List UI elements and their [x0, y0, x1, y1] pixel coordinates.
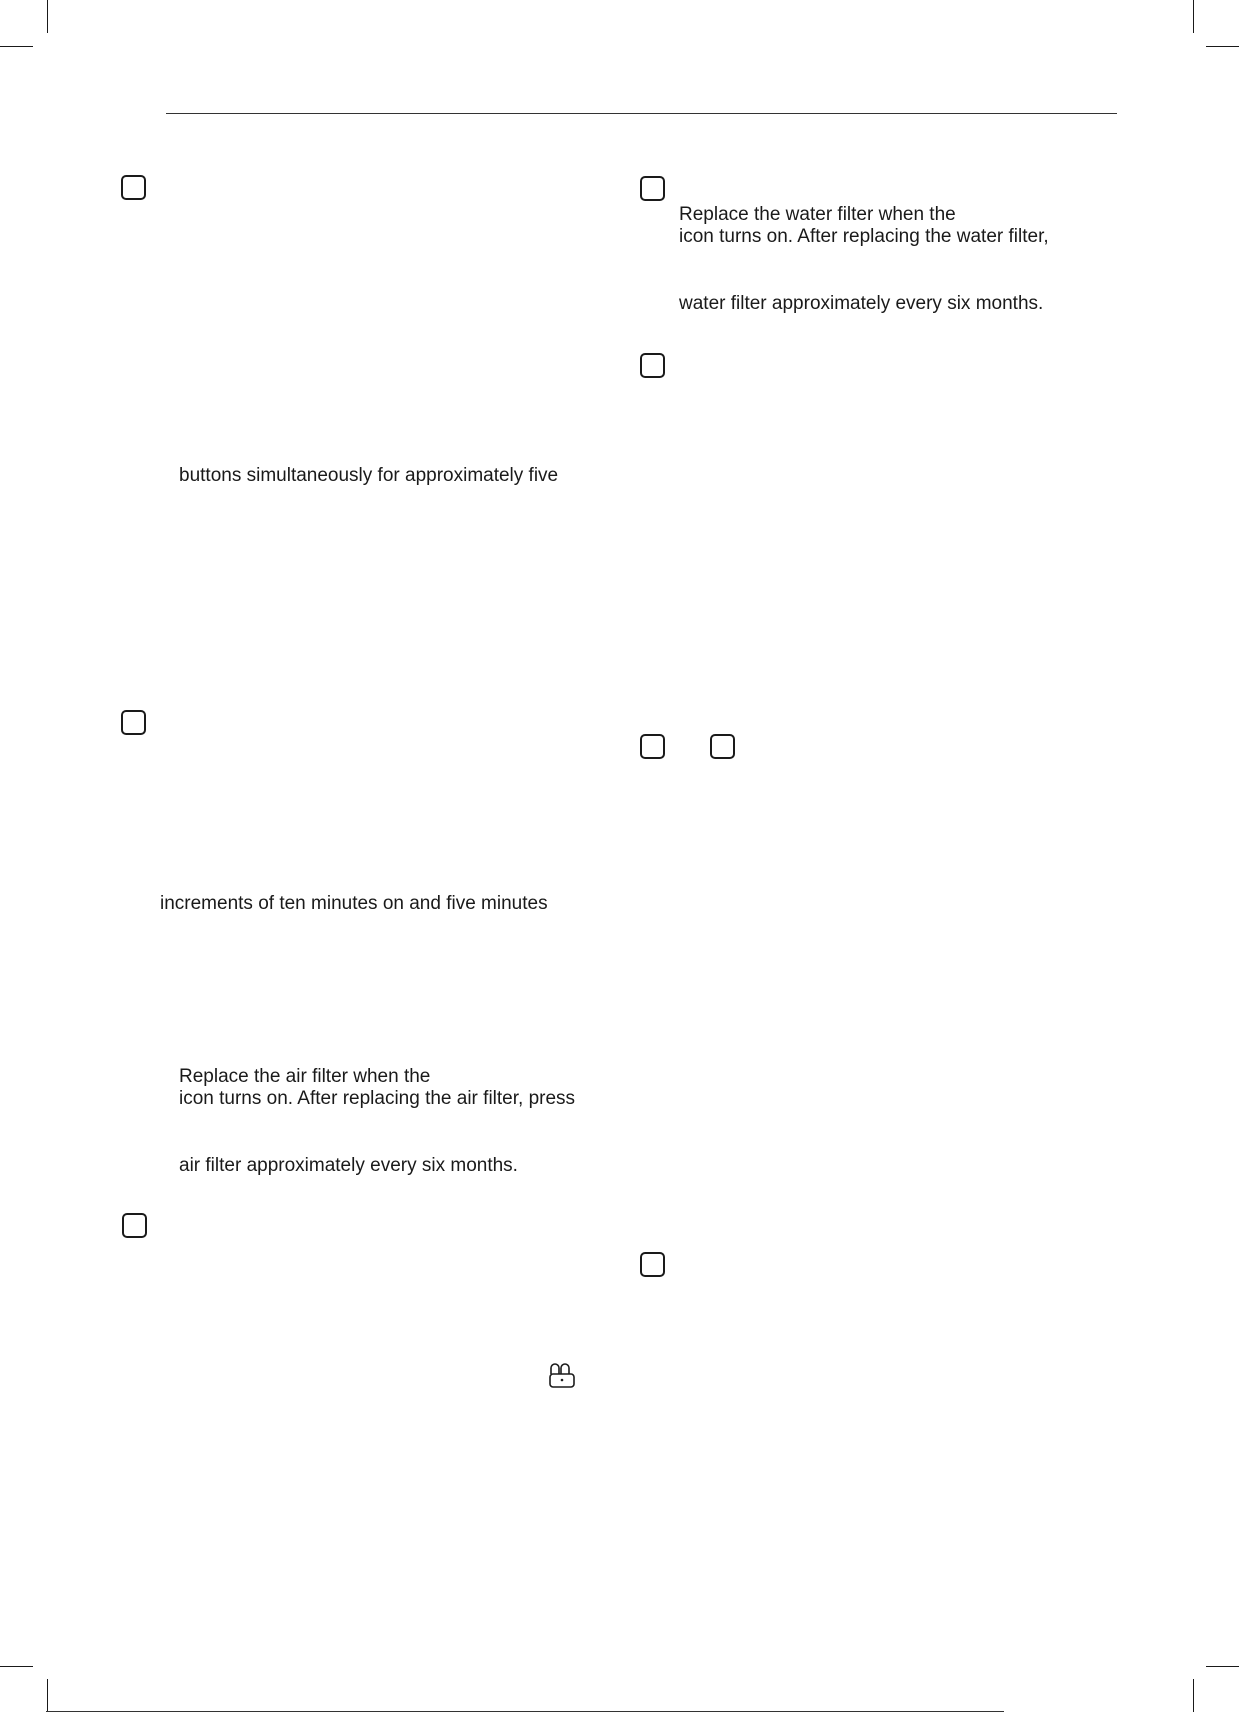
- crop-mark-bottom-left-vertical: [47, 1679, 48, 1712]
- rounded-square-marker-icon: [640, 734, 665, 759]
- crop-mark-bottom-left-horizontal: [0, 1666, 33, 1667]
- crop-mark-top-right-vertical: [1193, 0, 1194, 33]
- water-filter-line-2: icon turns on. After replacing the water filter,: [679, 226, 1049, 247]
- increments-instruction-text: increments of ten minutes on and five minutes: [160, 893, 548, 914]
- lock-open-icon: [547, 1362, 577, 1392]
- rounded-square-marker-icon: [640, 1252, 665, 1277]
- rounded-square-marker-icon: [122, 1213, 147, 1238]
- air-filter-line-3: air filter approximately every six months.: [179, 1155, 518, 1176]
- rounded-square-marker-icon: [121, 175, 146, 200]
- air-filter-line-2: icon turns on. After replacing the air filter, press: [179, 1088, 576, 1109]
- rounded-square-marker-icon: [121, 710, 146, 735]
- crop-mark-bottom-right-vertical: [1193, 1679, 1194, 1712]
- rounded-square-marker-icon: [640, 176, 665, 201]
- crop-mark-top-left-horizontal: [0, 46, 33, 47]
- water-filter-line-3: water filter approximately every six months.: [679, 293, 1044, 314]
- air-filter-line-1: Replace the air filter when the: [179, 1066, 431, 1087]
- rounded-square-marker-icon: [710, 734, 735, 759]
- water-filter-line-1: Replace the water filter when the: [679, 204, 956, 225]
- header-rule: [166, 113, 1117, 114]
- rounded-square-marker-icon: [640, 353, 665, 378]
- crop-mark-top-right-horizontal: [1206, 46, 1239, 47]
- reset-instruction-text: buttons simultaneously for approximately five: [179, 465, 559, 486]
- crop-mark-bottom-right-horizontal: [1206, 1666, 1239, 1667]
- crop-mark-top-left-vertical: [47, 0, 48, 33]
